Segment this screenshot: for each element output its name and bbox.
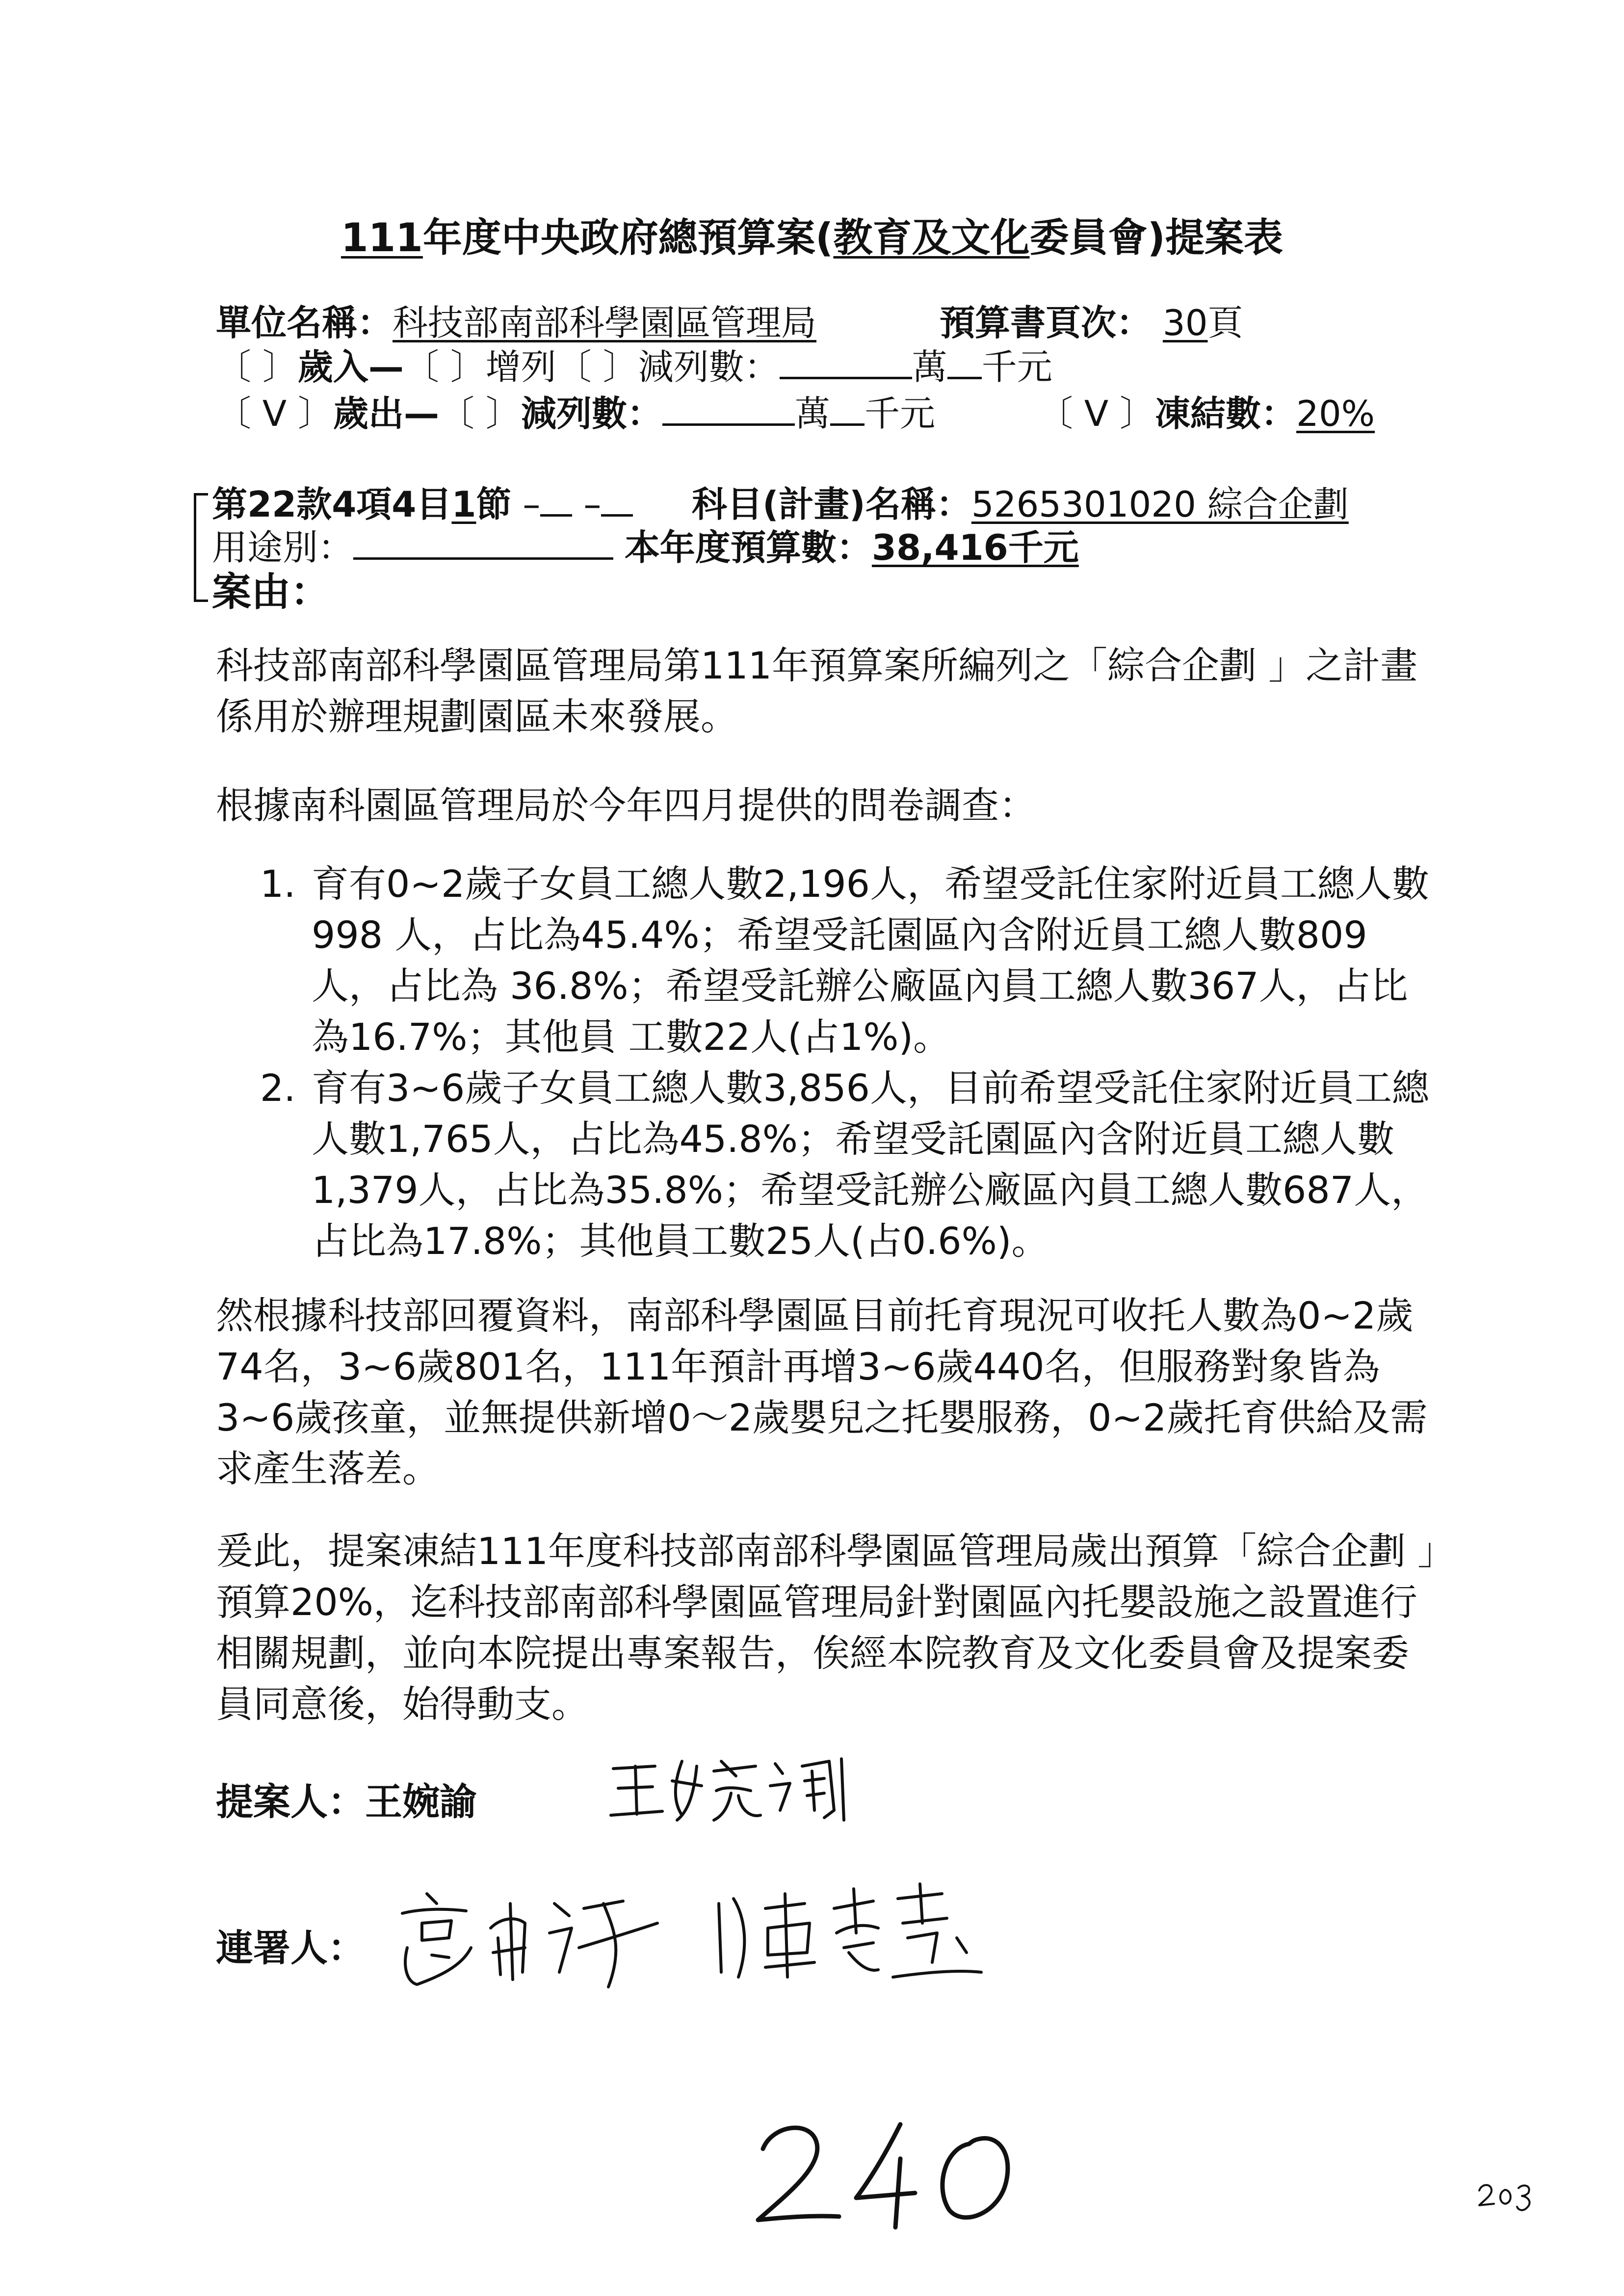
revenue-label: 歲入— [297,346,404,388]
section-b: 節 [476,484,512,525]
stamp-number [753,2114,1028,2234]
page-mark [1477,2178,1536,2215]
page-label: 預算書頁次： [940,302,1152,343]
revenue-qian: 千元 [981,346,1052,388]
list-item [260,859,1438,1063]
unit-label: 單位名稱： [216,302,393,343]
cosigner-signature-1 [393,1874,667,1994]
use-row [212,519,1079,570]
revenue-qian-blank [947,345,982,379]
expense-checkbox: 〔 V 〕 [216,393,334,434]
title-year: 111 [341,215,423,261]
use-label: 用途別： [212,527,354,568]
cosigner-signature-2-drawing [711,1879,986,1992]
page-row [940,294,1243,345]
document-title [0,206,1624,262]
proposer-name: 王婉諭 [365,1780,477,1824]
revenue-cut: 〔 〕減列數： [556,346,780,388]
revenue-wan: 萬 [912,346,947,388]
page-value: 30 [1162,302,1208,343]
unit-value: 科技部南部科學園區管理局 [393,302,817,343]
proposer-row [216,1772,477,1826]
revenue-checkbox: 〔 〕 [216,346,298,388]
reason-label: 案由： [212,569,330,615]
use-blank [353,525,613,560]
expense-qian: 千元 [864,393,935,434]
paragraph-1: 科技部南部科學園區管理局第111年預算案所編列之「綜合企劃 」之計畫係用於辦理規劃園區未來發展。 [216,644,1418,738]
expense-cut: 減列數： [521,393,662,434]
title-committee: 教育及文化 [833,215,1030,261]
section-bracket [194,493,208,602]
page-suffix: 頁 [1207,302,1243,343]
list-item-number: 2. [260,1066,296,1110]
proposer-signature [608,1747,854,1832]
title-part1: 年度中央政府總預算案( [422,215,834,261]
section-a: 第22款4項4目 [212,484,452,525]
revenue-row [216,339,1052,390]
revenue-add: 〔 〕增列 [403,346,556,388]
freeze-checkbox: 〔 V 〕 [1038,393,1155,434]
expense-cut-box: 〔 〕 [439,393,521,434]
subject-label: 科目(計畫)名稱： [692,484,971,525]
proposer-signature-drawing [608,1747,854,1830]
survey-list [260,859,1438,1267]
expense-wan-blank [662,391,795,426]
cosigner-label: 連署人： [216,1926,365,1970]
budget-value: 38,416千元 [871,527,1079,568]
title-part2: 委員會)提案表 [1029,215,1283,261]
page-mark-drawing [1477,2178,1536,2213]
freeze-value: 20% [1296,393,1375,434]
unit-row [216,294,816,345]
paragraph-2: 根據南科園區管理局於今年四月提供的問卷調查： [216,783,1036,827]
section-num: 1 [451,484,476,525]
revenue-wan-blank [780,345,912,379]
list-item-number: 1. [260,862,296,906]
cosigner-signature-1-drawing [393,1874,667,1992]
freeze-row [1038,385,1375,436]
stamp-number-drawing [753,2114,1028,2232]
list-item-text: 育有3~6歲子女員工總人數3,856人，目前希望受託住家附近員工總人數1,765人，占比為45.8%；希望受託園區內含附近員工總人數1,379人，占比為35.8%；希望受託辦公廠區內員工總人數687人，占比為17.8%；其他員工數25人(占0.6%)。 [312,1066,1429,1263]
proposer-label: 提案人： [216,1780,365,1824]
subject-value: 5265301020 綜合企劃 [971,484,1349,525]
paragraph-4: 爰此，提案凍結111年度科技部南部科學園區管理局歲出預算「綜合企劃 」預算20%，迄科技部南部科學園區管理局針對園區內托嬰設施之設置進行相關規劃，並向本院提出專案報告，俟經本院教育及文化委員會及提案委員同意後，始得動支。 [216,1529,1437,1726]
dash-2: – [583,484,602,525]
dash-1: – [523,484,541,525]
budget-label: 本年度預算數： [624,527,872,568]
expense-qian-blank [830,391,864,426]
list-item [260,1063,1438,1267]
expense-wan: 萬 [794,393,830,434]
dash-blank-1 [540,482,572,517]
cosigner-signature-2 [711,1879,986,1994]
list-item-text: 育有0~2歲子女員工總人數2,196人，希望受託住家附近員工總人數998 人，占比為45.4%；希望受託園區內含附近員工總人數809人，占比為 36.8%；希望受託辦公廠區內員工總人數367人，占比為16.7%；其他員 工數22人(占1%)。 [312,862,1429,1059]
freeze-label: 凍結數： [1155,393,1297,434]
expense-row [216,385,935,436]
expense-label: 歲出— [333,393,440,434]
dash-blank-2 [601,482,633,517]
paragraph-3: 然根據科技部回覆資料，南部科學園區目前托育現況可收托人數為0~2歲74名，3~6歲801名，111年預計再增3~6歲440名，但服務對象皆為3~6歲孩童，並無提供新增0～2歲嬰兒之托嬰服務，0~2歲托育供給及需求產生落差。 [216,1294,1428,1490]
